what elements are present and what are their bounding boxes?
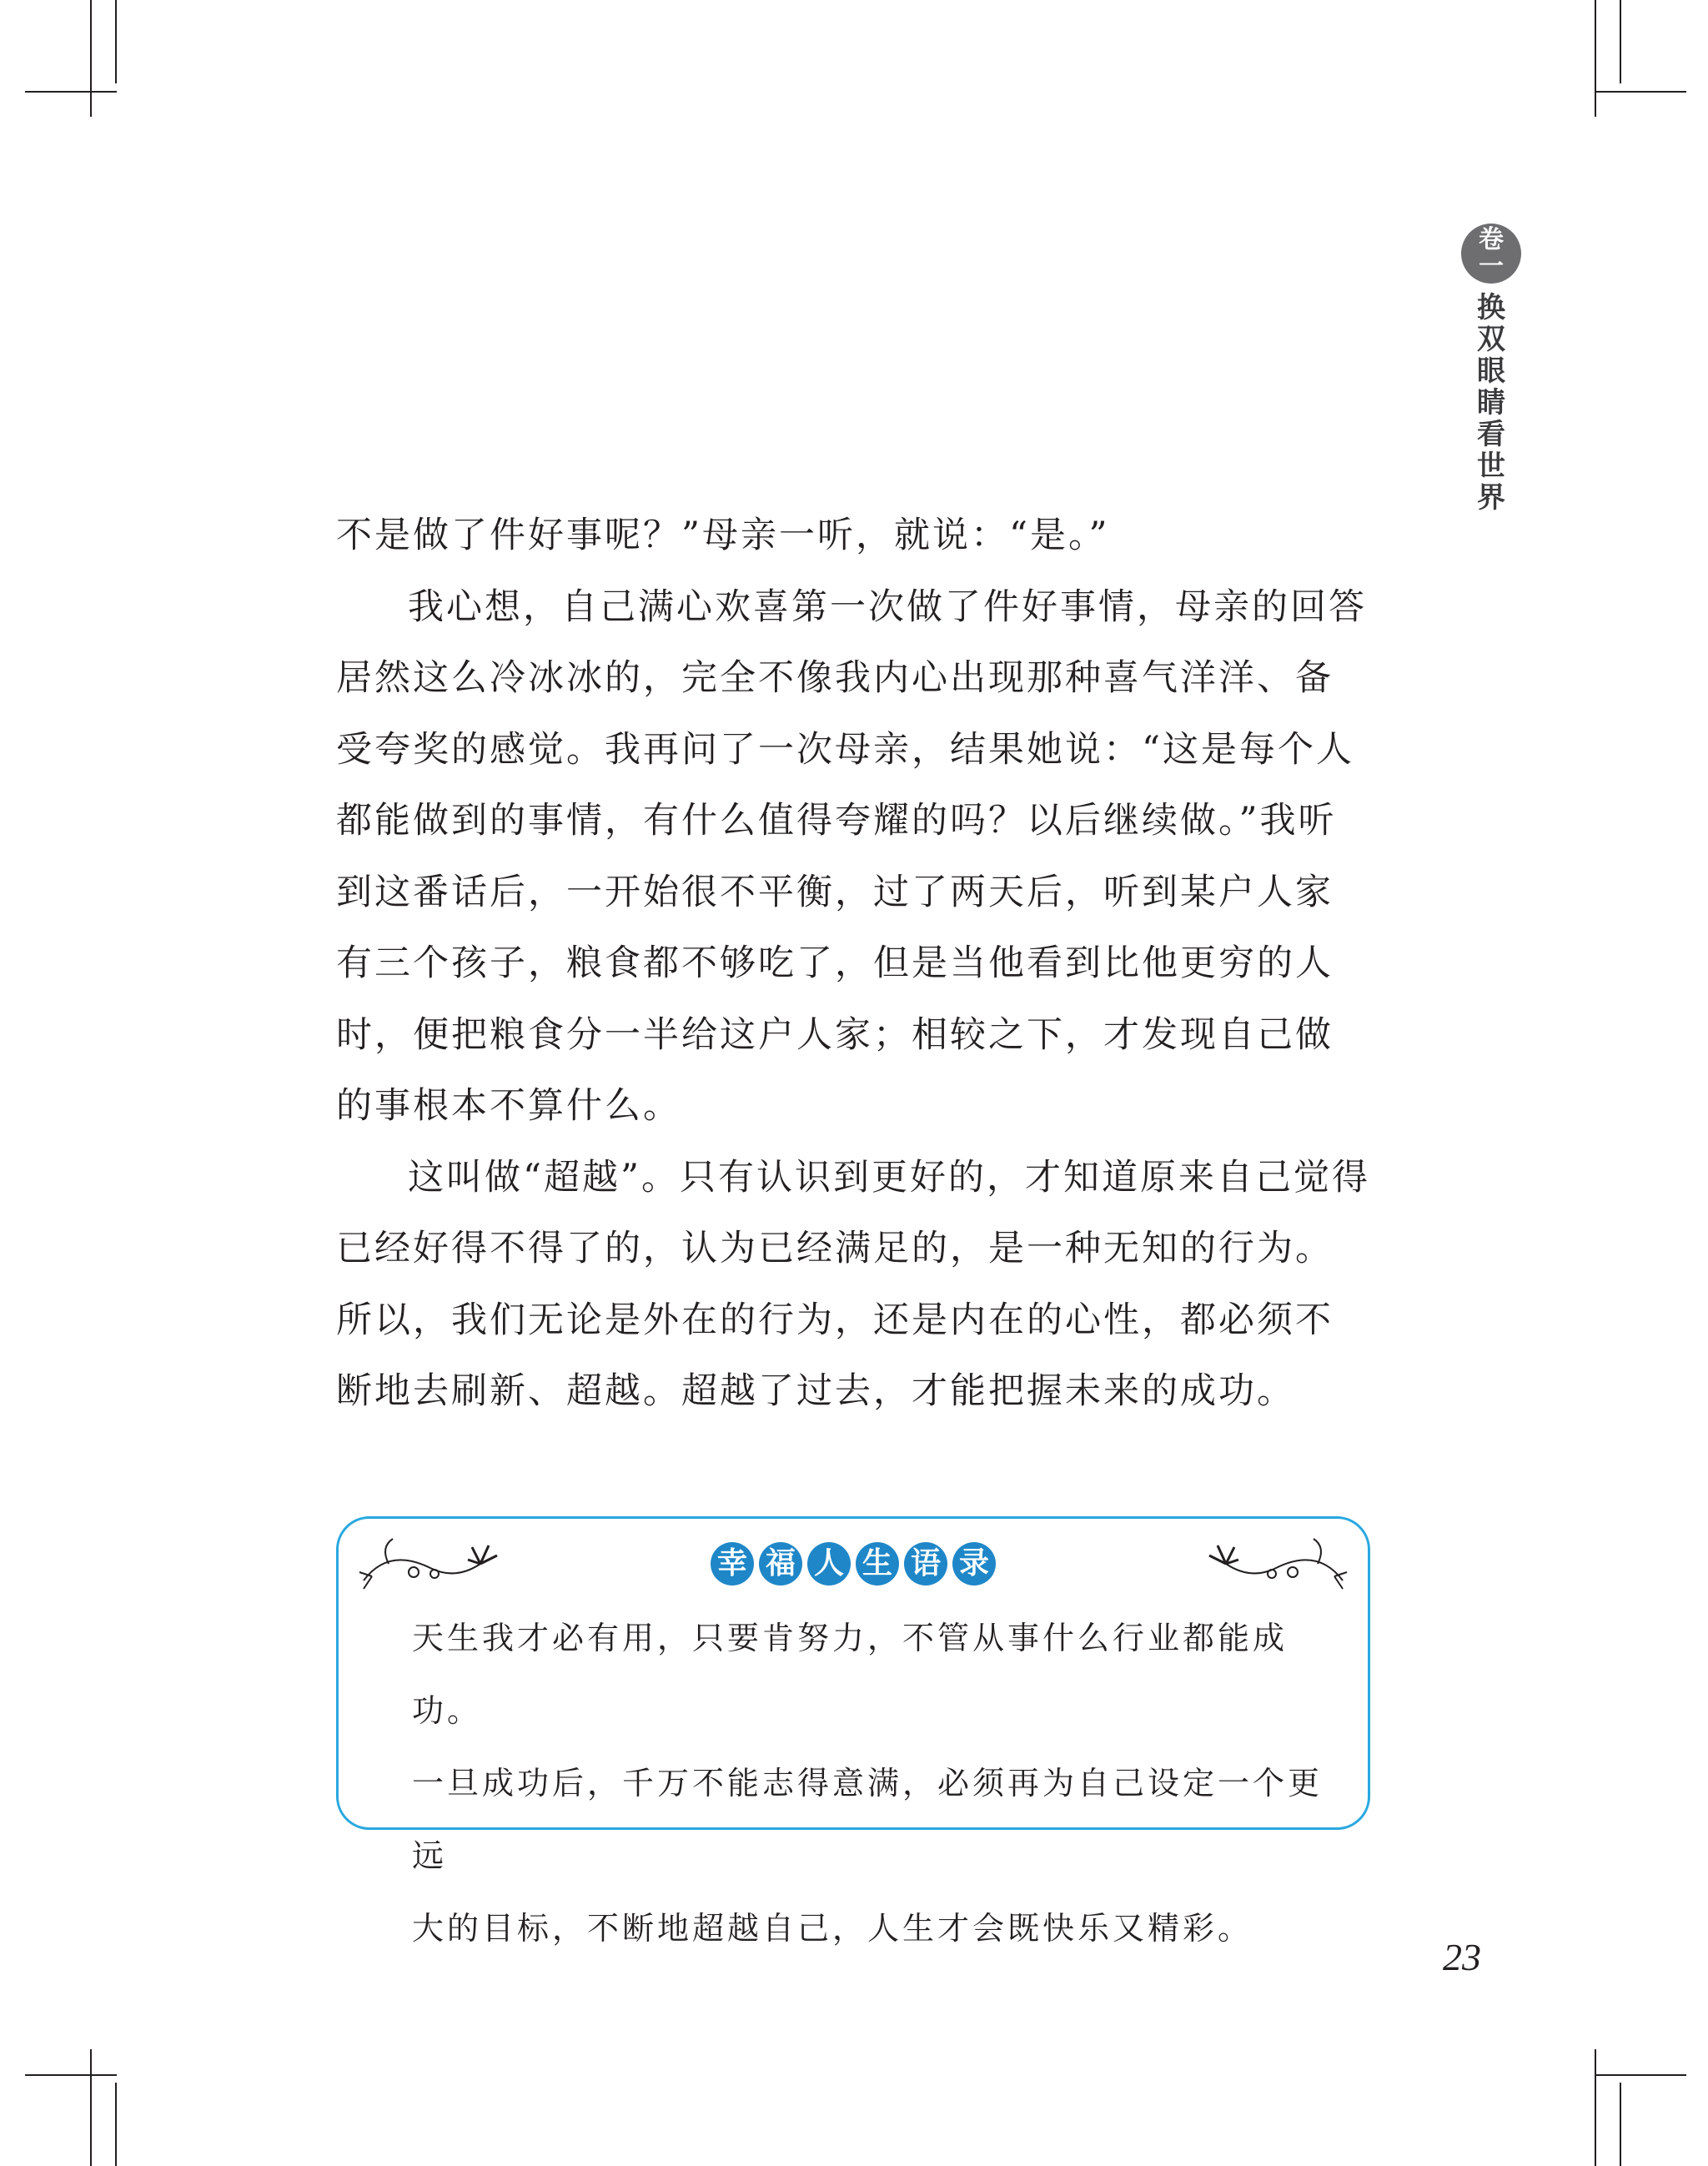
floral-ornament-right-icon xyxy=(1193,1530,1351,1606)
quote-line-2: 一旦成功后，千万不能志得意满，必须再为自己设定一个更远 xyxy=(412,1765,1324,1874)
crop-mark-bottom-right-h xyxy=(1595,2074,1686,2076)
crop-mark-top-right-h xyxy=(1595,91,1686,93)
page-number: 23 xyxy=(1443,1936,1481,1978)
volume-badge xyxy=(1461,224,1521,284)
quote-text xyxy=(412,1602,1338,1965)
quote-title-char: 人 xyxy=(807,1542,851,1586)
chapter-title: 换双眼睛看世界 xyxy=(1477,291,1505,515)
quote-title-char: 语 xyxy=(904,1542,947,1586)
quote-title-char: 幸 xyxy=(711,1542,754,1586)
quote-line-3: 大的目标，不断地超越自己，人生才会既快乐又精彩。 xyxy=(412,1910,1253,1947)
quote-title-char: 福 xyxy=(759,1542,802,1586)
quote-title-char: 生 xyxy=(856,1542,899,1586)
crop-mark-bottom-left-v2 xyxy=(115,2083,117,2166)
crop-mark-top-right-v xyxy=(1595,0,1596,117)
crop-mark-top-left-h xyxy=(25,91,117,93)
quote-line-1: 天生我才必有用，只要肯努力，不管从事什么行业都能成功。 xyxy=(412,1620,1289,1729)
crop-mark-bottom-right-v xyxy=(1595,2049,1596,2166)
crop-mark-bottom-left-v xyxy=(90,2049,92,2166)
crop-mark-bottom-right-v2 xyxy=(1620,2083,1621,2166)
volume-badge-char-2: 一 xyxy=(1479,252,1504,281)
volume-badge-char-1: 卷 xyxy=(1479,225,1504,254)
quote-title-char: 录 xyxy=(952,1542,996,1586)
paragraph-3: 这叫做“超越”。只有认识到更好的，才知道原来自己觉得已经好得不得了的，认为已经满足的，是一种无知的行为。所以，我们无论是外在的行为，还是内在的心性，都必须不断地去刷新、超越。超越了过去，才能把握未来的成功。 xyxy=(336,1156,1370,1412)
paragraph-1: 不是做了件好事呢？”母亲一听，就说：“是。” xyxy=(336,515,1110,556)
crop-mark-top-left-v2 xyxy=(115,0,117,83)
crop-mark-top-left-v xyxy=(90,0,92,117)
crop-mark-top-right-v2 xyxy=(1620,0,1621,83)
chapter-side-tab xyxy=(1458,224,1525,514)
paragraph-2: 我心想，自己满心欢喜第一次做了件好事情，母亲的回答居然这么冷冰冰的，完全不像我内心出现那种喜气洋洋、备受夸奖的感觉。我再问了一次母亲，结果她说：“这是每个人都能做到的事情，有什么值得夸耀的吗？以后继续做。”我听到这番话后，一开始很不平衡，过了两天后，听到某户人家有三个孩子，粮食都不够吃了，但是当他看到比他更穷的人时，便把粮食分一半给这户人家；相较之下，才发现自己做的事根本不算什么。 xyxy=(336,585,1367,1127)
quote-box xyxy=(336,1516,1370,1947)
crop-mark-bottom-left-h xyxy=(25,2074,117,2076)
body-text xyxy=(336,500,1370,1428)
